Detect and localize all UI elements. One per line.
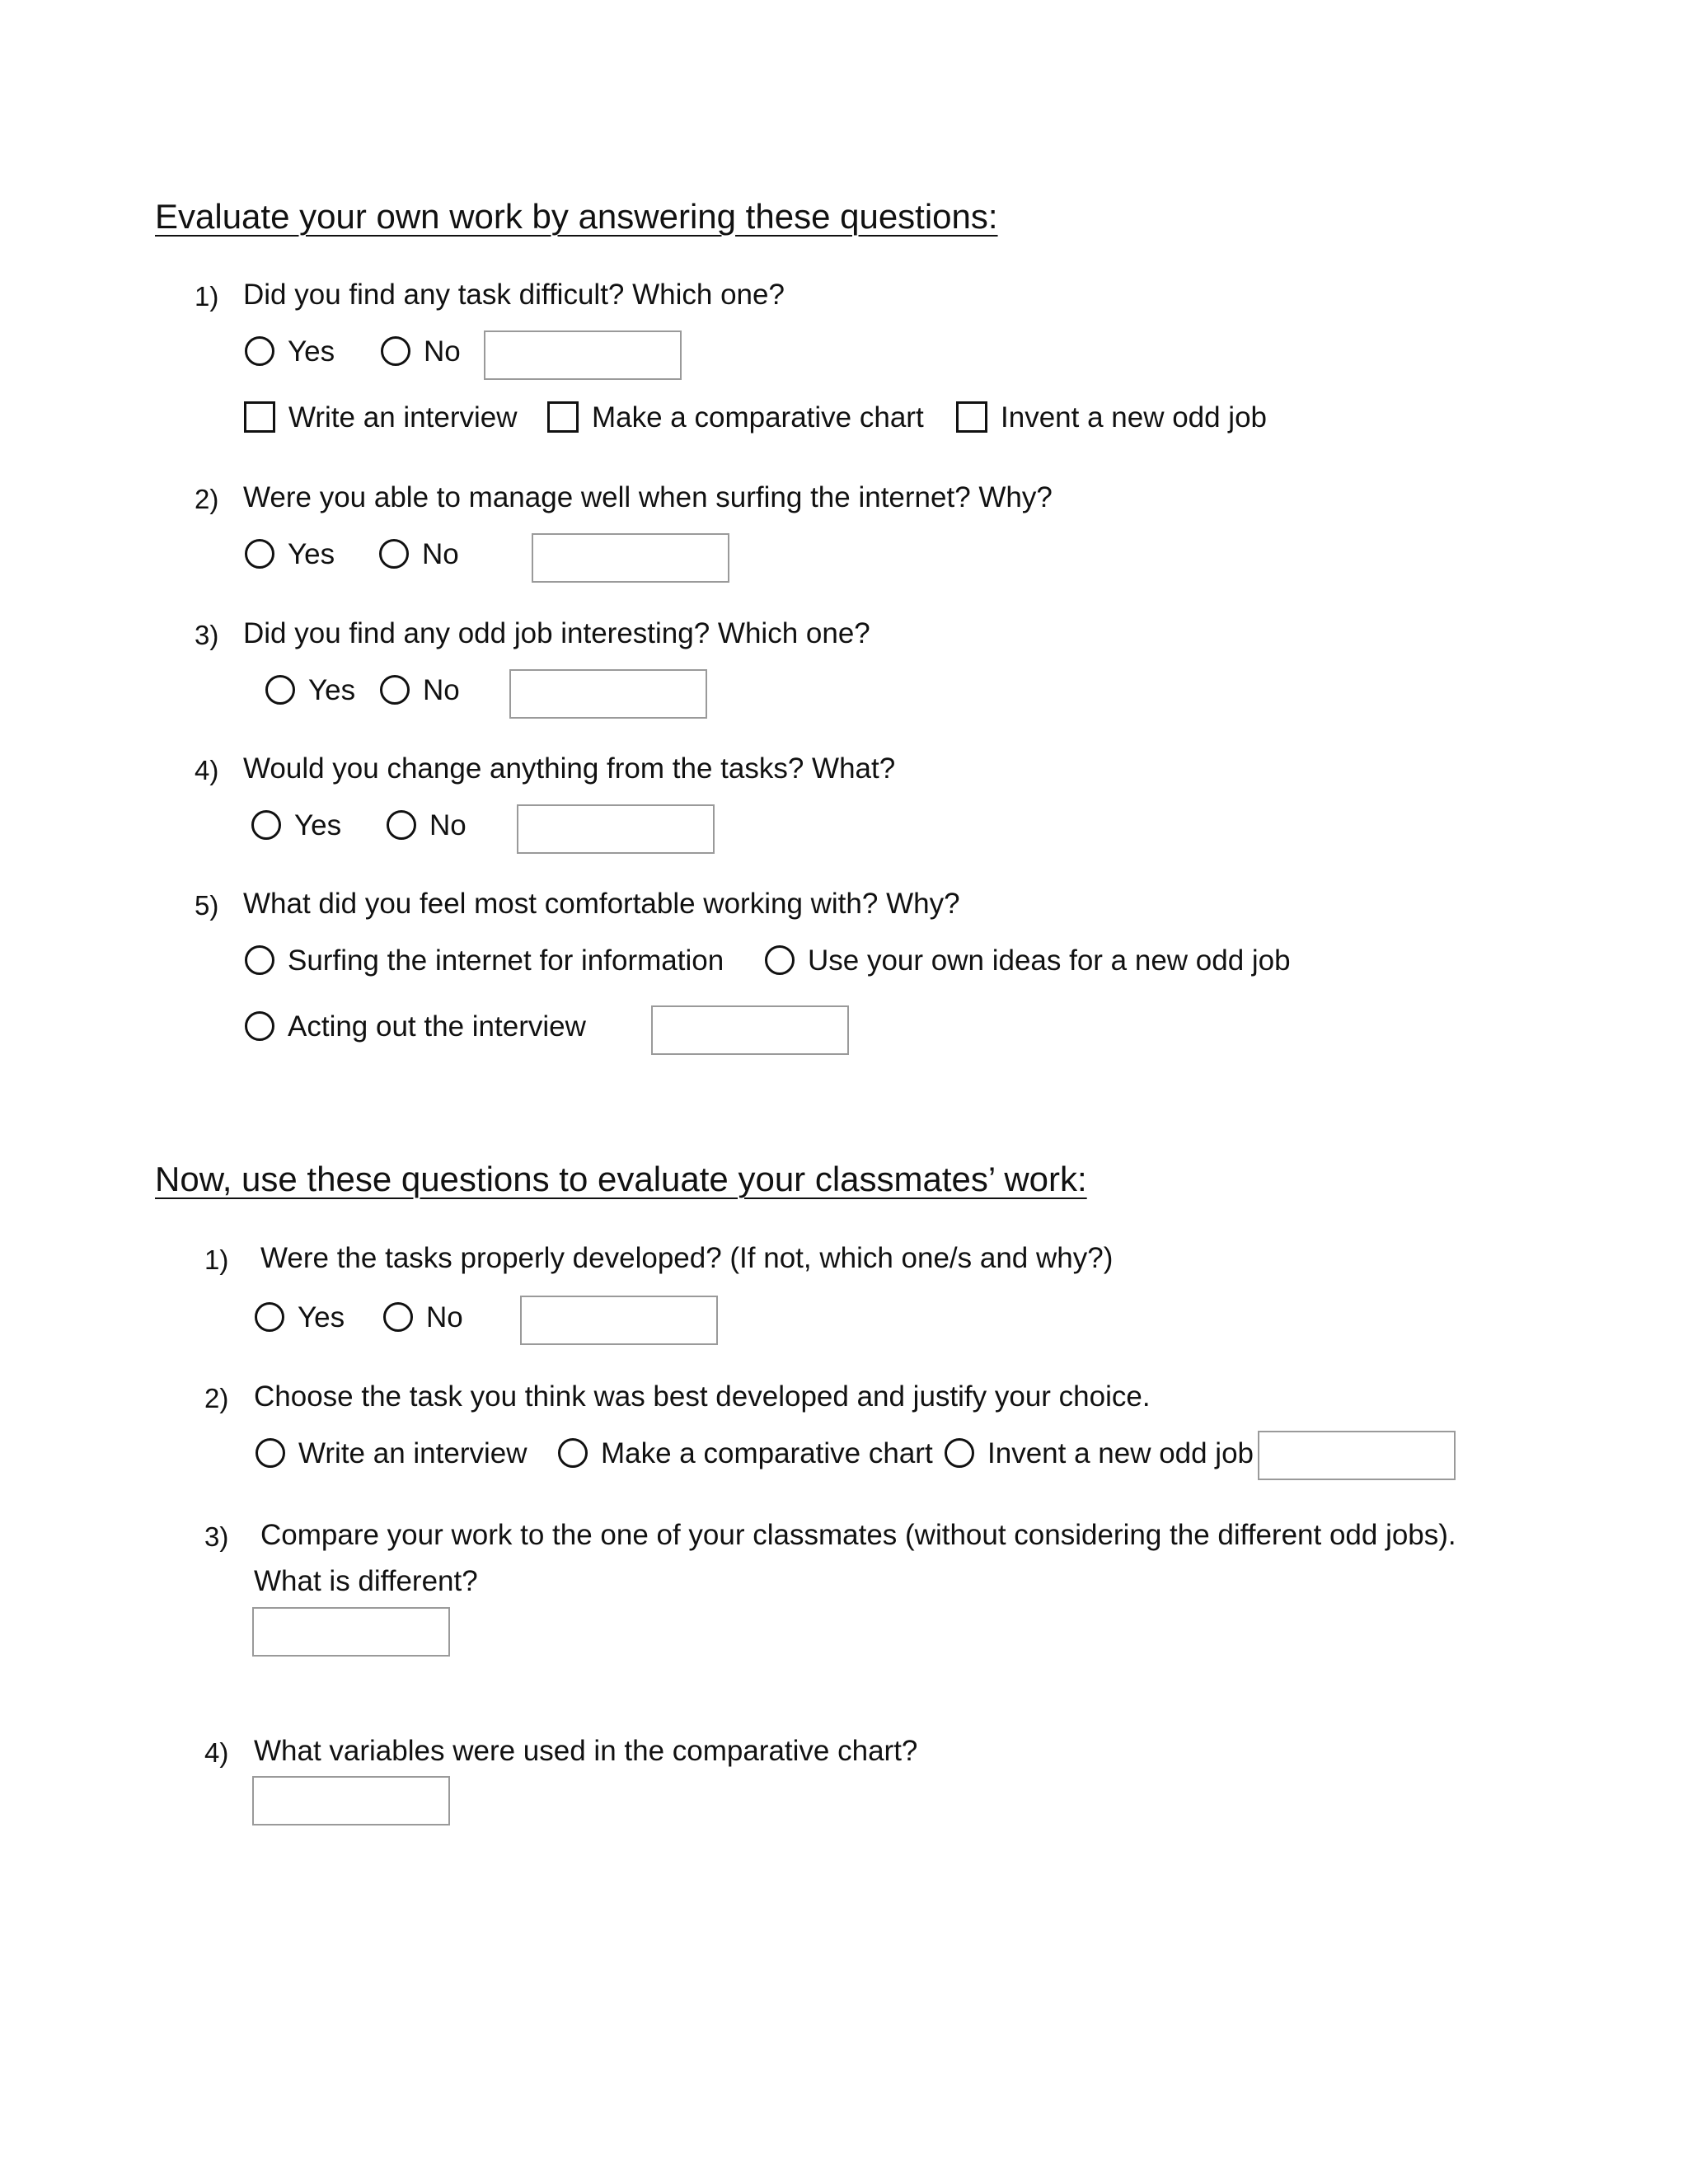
radio-circle-icon[interactable] <box>255 1302 284 1332</box>
question-text: Compare your work to the one of your classmates (without considering the different odd jobs). <box>260 1519 1456 1551</box>
question-number: 1) <box>195 281 219 312</box>
section-heading-peer-evaluation: Now, use these questions to evaluate your classmates’ work: <box>155 1160 1087 1198</box>
question-text: Would you change anything from the tasks? What? <box>243 752 896 785</box>
radio-circle-icon[interactable] <box>245 539 274 569</box>
checkbox-label: Invent a new odd job <box>1001 401 1268 434</box>
question-text: What did you feel most comfortable working with? Why? <box>243 888 960 920</box>
radio-option-invent-odd-job[interactable] <box>945 1438 1254 1468</box>
radio-circle-icon[interactable] <box>245 336 274 366</box>
text-field[interactable] <box>252 1607 450 1657</box>
question-number: 5) <box>195 890 219 921</box>
section-heading-self-evaluation: Evaluate your own work by answering these questions: <box>155 197 998 236</box>
radio-circle-icon[interactable] <box>387 810 416 840</box>
checkbox-option-comparative-chart[interactable] <box>547 401 924 433</box>
radio-label: No <box>423 673 460 706</box>
radio-option-yes[interactable] <box>251 810 341 840</box>
radio-circle-icon[interactable] <box>383 1302 413 1332</box>
radio-circle-icon[interactable] <box>765 945 795 975</box>
question-number: 1) <box>204 1244 229 1275</box>
radio-label: Write an interview <box>298 1436 528 1469</box>
question-number: 4) <box>195 755 219 785</box>
text-field[interactable] <box>517 804 715 854</box>
question-number: 4) <box>204 1737 229 1768</box>
radio-option-no[interactable] <box>379 539 459 569</box>
checkbox-label: Write an interview <box>288 401 518 434</box>
radio-label: No <box>429 808 467 841</box>
question-text: Did you find any odd job interesting? Which one? <box>243 617 870 649</box>
text-field[interactable] <box>252 1776 450 1825</box>
radio-option-no[interactable] <box>380 675 460 705</box>
checkbox-label: Make a comparative chart <box>592 401 924 434</box>
radio-label: No <box>424 335 461 368</box>
text-field[interactable] <box>1258 1431 1456 1480</box>
radio-label: Use your own ideas for a new odd job <box>808 944 1291 977</box>
radio-label: Yes <box>294 808 342 841</box>
text-field[interactable] <box>509 669 707 719</box>
question-text: Did you find any task difficult? Which one? <box>243 279 785 311</box>
radio-circle-icon[interactable] <box>558 1438 588 1468</box>
radio-circle-icon[interactable] <box>251 810 281 840</box>
radio-circle-icon[interactable] <box>245 945 274 975</box>
question-text: What variables were used in the comparative chart? <box>254 1735 918 1767</box>
radio-option-write-interview[interactable] <box>256 1438 528 1468</box>
question-text: Were the tasks properly developed? (If not, which one/s and why?) <box>260 1242 1114 1274</box>
radio-option-yes[interactable] <box>245 539 335 569</box>
radio-circle-icon[interactable] <box>945 1438 974 1468</box>
text-field[interactable] <box>651 1005 849 1055</box>
radio-circle-icon[interactable] <box>381 336 410 366</box>
checkbox-square-icon[interactable] <box>547 401 579 433</box>
radio-option-no[interactable] <box>383 1302 463 1332</box>
radio-label: Yes <box>288 537 335 570</box>
radio-label: No <box>422 537 459 570</box>
radio-option-comparative-chart[interactable] <box>558 1438 933 1468</box>
checkbox-option-invent-odd-job[interactable] <box>956 401 1267 433</box>
checkbox-square-icon[interactable] <box>956 401 987 433</box>
question-text: Were you able to manage well when surfing the internet? Why? <box>243 481 1053 513</box>
radio-label: No <box>426 1301 463 1333</box>
question-number: 2) <box>204 1383 229 1413</box>
text-field[interactable] <box>532 533 729 583</box>
radio-option-acting-interview[interactable] <box>245 1011 586 1041</box>
radio-option-no[interactable] <box>381 336 461 366</box>
radio-circle-icon[interactable] <box>379 539 409 569</box>
radio-label: Invent a new odd job <box>987 1436 1254 1469</box>
radio-label: Yes <box>298 1301 345 1333</box>
radio-circle-icon[interactable] <box>380 675 410 705</box>
checkbox-square-icon[interactable] <box>244 401 275 433</box>
radio-label: Make a comparative chart <box>601 1436 933 1469</box>
question-number: 2) <box>195 484 219 514</box>
radio-circle-icon[interactable] <box>245 1011 274 1041</box>
question-number: 3) <box>204 1521 229 1552</box>
question-text-continued: What is different? <box>254 1565 478 1597</box>
radio-circle-icon[interactable] <box>265 675 295 705</box>
radio-option-no[interactable] <box>387 810 467 840</box>
text-field[interactable] <box>484 330 682 380</box>
radio-option-own-ideas[interactable] <box>765 945 1291 975</box>
radio-option-yes[interactable] <box>255 1302 345 1332</box>
radio-label: Acting out the interview <box>288 1010 586 1043</box>
text-field[interactable] <box>520 1296 718 1345</box>
question-text: Choose the task you think was best developed and justify your choice. <box>254 1380 1151 1413</box>
radio-label: Surfing the internet for information <box>288 944 724 977</box>
radio-option-yes[interactable] <box>245 336 335 366</box>
radio-option-surfing-internet[interactable] <box>245 945 724 975</box>
question-number: 3) <box>195 620 219 650</box>
radio-circle-icon[interactable] <box>256 1438 285 1468</box>
radio-label: Yes <box>288 335 335 368</box>
radio-label: Yes <box>308 673 356 706</box>
checkbox-option-write-interview[interactable] <box>244 401 518 433</box>
radio-option-yes[interactable] <box>265 675 355 705</box>
